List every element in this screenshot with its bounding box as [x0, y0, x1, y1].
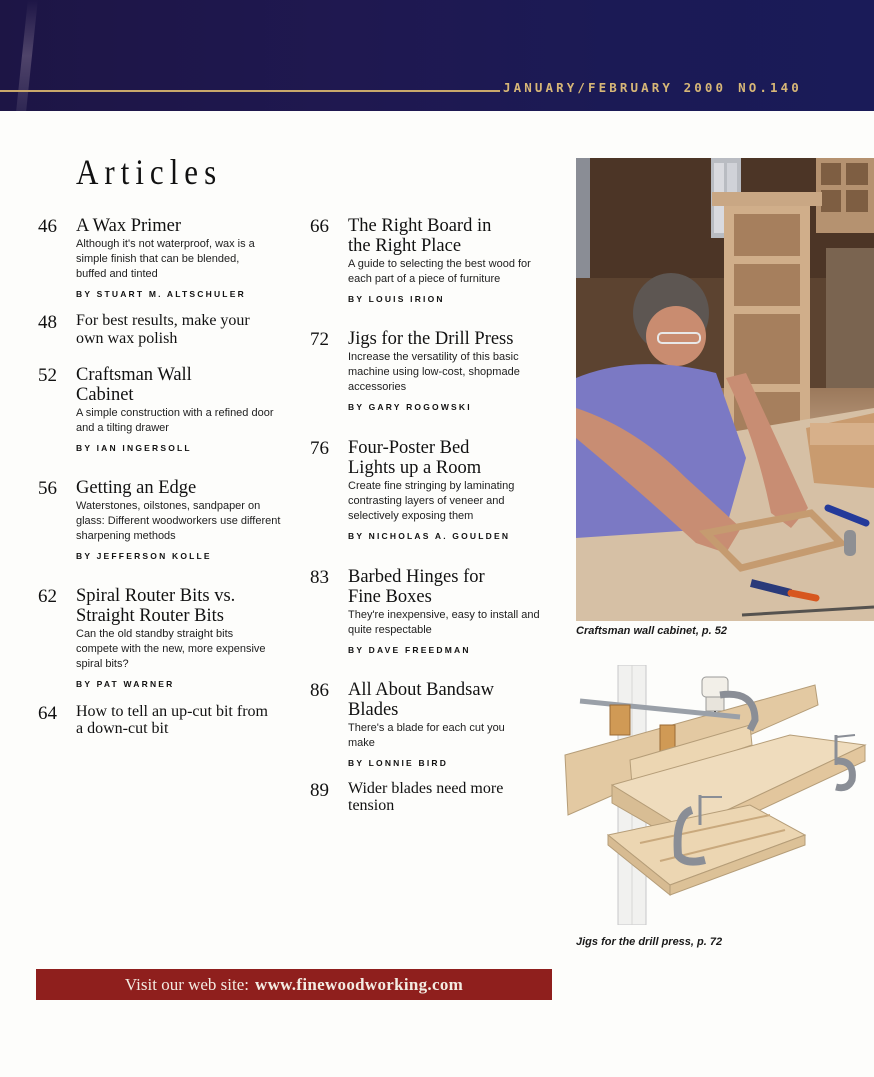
- article-title[interactable]: Craftsman Wall Cabinet: [76, 365, 192, 405]
- article-entry[interactable]: [310, 329, 570, 412]
- page-number: 66: [310, 216, 329, 237]
- article-description: Although it's not waterproof, wax is a simple finish that can be blended, buffed and tinted: [76, 238, 255, 280]
- article-description: There's a blade for each cut you make: [348, 722, 505, 749]
- article-byline: BY DAVE FREEDMAN: [348, 645, 471, 655]
- banner-prefix: Visit our web site:: [124, 974, 250, 994]
- article-title[interactable]: Jigs for the Drill Press: [348, 329, 514, 349]
- page-number: 86: [310, 680, 329, 701]
- website-link[interactable]: www.finewoodworking.com: [255, 974, 464, 994]
- article-description: They're inexpensive, easy to install and quite respectable: [348, 609, 540, 636]
- article-entry[interactable]: [38, 586, 278, 689]
- article-title[interactable]: Getting an Edge: [76, 478, 197, 498]
- article-byline: BY JEFFERSON KOLLE: [76, 551, 212, 561]
- cabinet-photo: [576, 158, 874, 621]
- article-entry[interactable]: [38, 216, 278, 299]
- article-description: Create fine stringing by laminating contrasting layers of veneer and selectively exposing them: [348, 480, 515, 522]
- drill-press-jig-drawing: [560, 665, 870, 925]
- article-title[interactable]: Four-Poster Bed Lights up a Room: [348, 438, 482, 478]
- photo-caption: Craftsman wall cabinet, p. 52: [576, 625, 727, 637]
- article-byline: BY LOUIS IRION: [348, 294, 445, 304]
- article-byline: BY LONNIE BIRD: [348, 758, 449, 768]
- article-description: Increase the versatility of this basic machine using low-cost, shopmade accessories: [348, 351, 520, 393]
- article-byline: BY PAT WARNER: [76, 679, 175, 689]
- article-title[interactable]: Wider blades need more tension: [348, 780, 504, 814]
- article-entry[interactable]: [310, 438, 570, 541]
- masthead-rule: [0, 90, 500, 92]
- article-description: A simple construction with a refined door and a tilting drawer: [76, 407, 274, 434]
- article-description: A guide to selecting the best wood for each part of a piece of furniture: [348, 258, 531, 285]
- article-description: Can the old standby straight bits compete with the new, more expensive spiral bits?: [76, 628, 266, 670]
- issue-number: NO.140: [738, 80, 802, 95]
- page-number: 52: [38, 365, 57, 386]
- section-title: Articles: [76, 152, 223, 193]
- page-number: 48: [38, 312, 57, 333]
- page-number: 56: [38, 478, 57, 499]
- article-title[interactable]: For best results, make your own wax polish: [76, 312, 250, 347]
- page-number: 76: [310, 438, 329, 459]
- article-title[interactable]: Barbed Hinges for Fine Boxes: [348, 567, 485, 607]
- article-title[interactable]: All About Bandsaw Blades: [348, 680, 494, 720]
- page-number: 64: [38, 703, 57, 724]
- page-number: 46: [38, 216, 57, 237]
- page-number: 62: [38, 586, 57, 607]
- article-title[interactable]: The Right Board in the Right Place: [348, 216, 492, 256]
- article-byline: BY NICHOLAS A. GOULDEN: [348, 531, 511, 541]
- website-banner[interactable]: [36, 969, 552, 1000]
- page-number: 72: [310, 329, 329, 350]
- article-entry[interactable]: [38, 703, 278, 737]
- page-number: 89: [310, 780, 329, 801]
- issue-date: JANUARY/FEBRUARY 2000: [503, 80, 727, 95]
- masthead: [0, 0, 874, 111]
- article-description: Waterstones, oilstones, sandpaper on glass: Different woodworkers use different sharpening methods: [76, 500, 281, 542]
- article-entry[interactable]: [310, 780, 570, 814]
- article-title[interactable]: A Wax Primer: [76, 216, 182, 236]
- article-byline: BY GARY ROGOWSKI: [348, 402, 472, 412]
- article-title[interactable]: How to tell an up-cut bit from a down-cut bit: [76, 703, 268, 737]
- article-entry[interactable]: [310, 680, 570, 768]
- masthead-streak: [16, 0, 38, 111]
- article-entry[interactable]: [38, 365, 278, 453]
- issue-line: [503, 80, 802, 94]
- page-number: 83: [310, 567, 329, 588]
- article-byline: BY IAN INGERSOLL: [76, 443, 192, 453]
- article-entry[interactable]: [310, 567, 570, 655]
- article-entry[interactable]: [38, 478, 281, 561]
- woodworker-photo-illustration: [576, 158, 874, 621]
- article-entry[interactable]: [38, 312, 278, 348]
- article-title[interactable]: Spiral Router Bits vs. Straight Router Bits: [76, 586, 236, 626]
- article-byline: BY STUART M. ALTSCHULER: [76, 289, 246, 299]
- drawing-caption: Jigs for the drill press, p. 72: [576, 936, 723, 948]
- article-entry[interactable]: [310, 216, 570, 304]
